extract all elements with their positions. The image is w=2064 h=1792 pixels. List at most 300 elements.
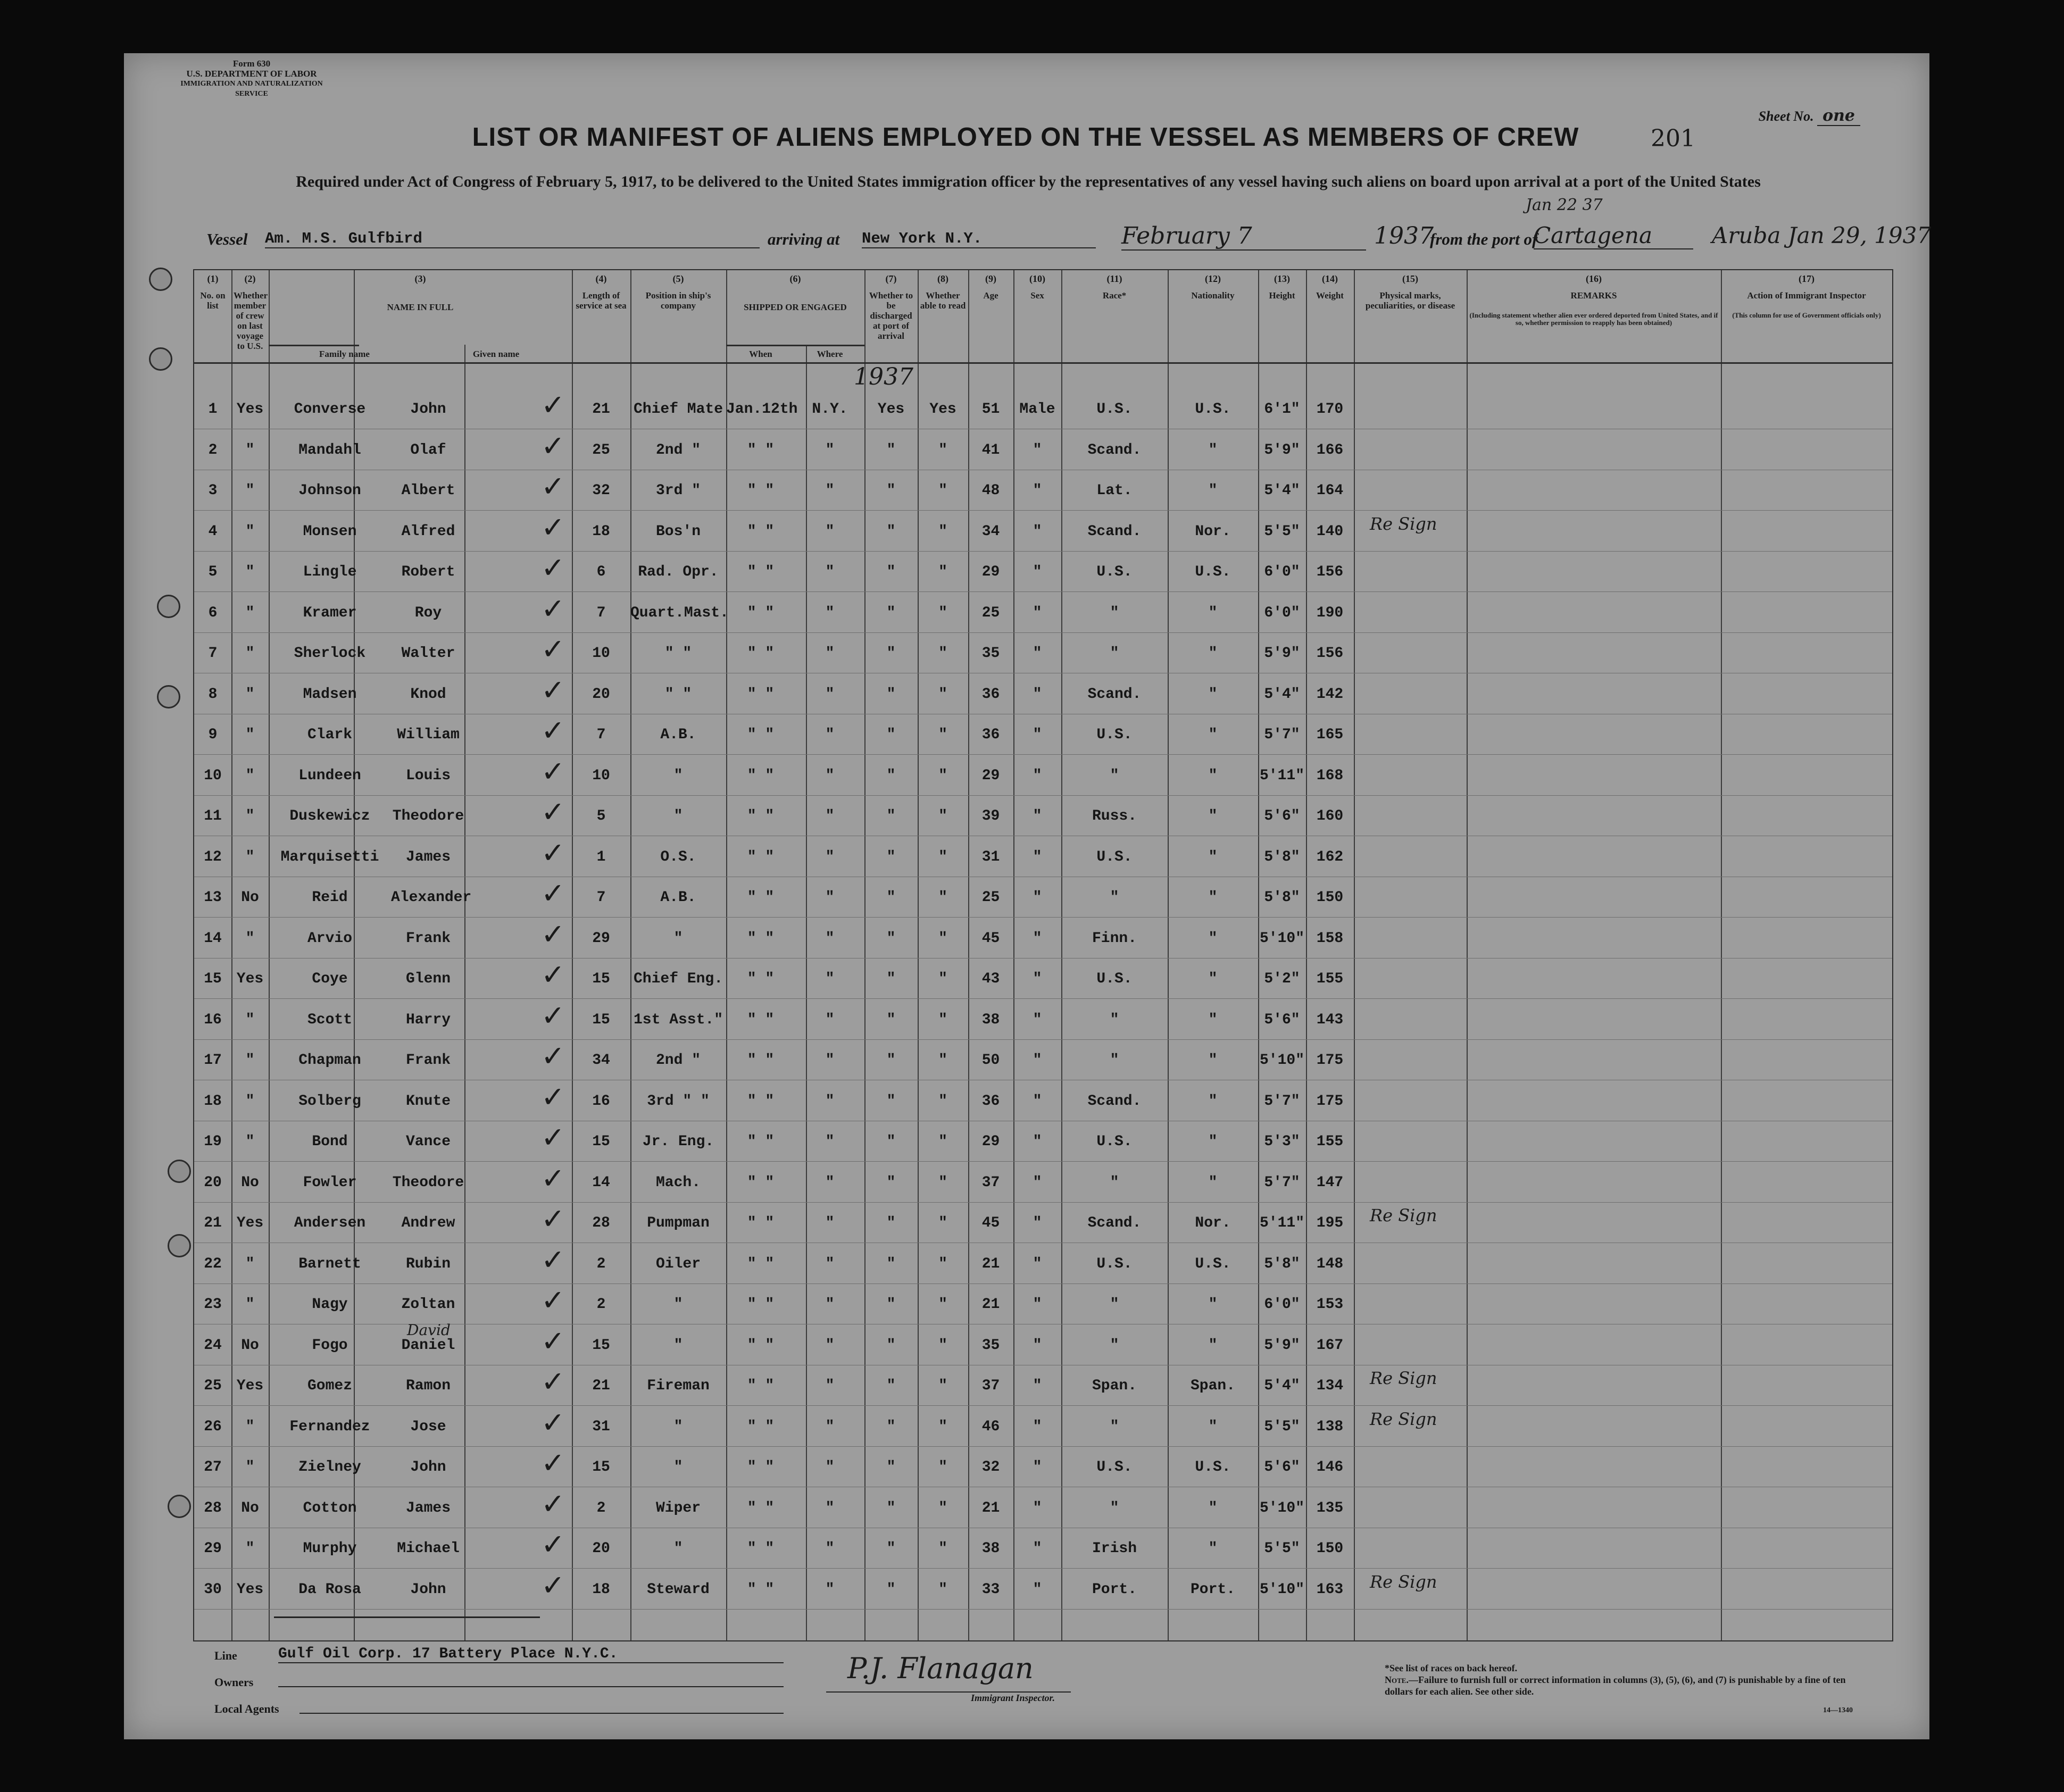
discharge: " xyxy=(886,848,896,865)
column-number: (9) xyxy=(985,273,996,284)
column-header: Position in ship's company xyxy=(645,290,711,311)
check-mark-icon: ✓ xyxy=(541,551,565,585)
shipped-where: " xyxy=(825,1459,835,1476)
check-mark-icon: ✓ xyxy=(541,1528,565,1561)
column-header: Age xyxy=(983,290,998,301)
discharge: " xyxy=(886,1459,896,1476)
race: " xyxy=(1110,645,1119,662)
nationality: Port. xyxy=(1190,1581,1235,1598)
height: 5'5" xyxy=(1264,523,1300,540)
given-name: Jose xyxy=(410,1418,446,1435)
column-number: (4) xyxy=(595,273,607,284)
column-subheader: Family name xyxy=(319,349,370,359)
nationality: Span. xyxy=(1190,1378,1235,1394)
physical-marks-remark: Re Sign xyxy=(1370,1205,1437,1226)
shipped-where: " xyxy=(825,1337,835,1354)
shipped-when: " " xyxy=(747,523,775,540)
previous-voyage: " xyxy=(245,1296,255,1313)
inspector-signature-block xyxy=(826,1652,1071,1704)
page-subtitle: Required under Act of Congress of February 5, 1917, to be delivered to the United States immigration officer by the representatives of any vessel having such aliens on board upon arrival at a port of the United States xyxy=(296,173,1761,190)
position: Fireman xyxy=(647,1378,710,1394)
given-name: William xyxy=(397,727,460,743)
shipped-when: " " xyxy=(747,1215,775,1231)
age: 21 xyxy=(981,1255,1000,1272)
family-name: Solberg xyxy=(298,1093,361,1110)
column-header: Whether member of crew on last voyage to U.S. xyxy=(234,290,268,351)
weight: 166 xyxy=(1316,441,1344,459)
column-number: (3) xyxy=(414,273,426,284)
previous-voyage: " xyxy=(245,604,255,621)
previous-voyage: " xyxy=(245,564,255,580)
service-years: 1 xyxy=(596,848,606,865)
discharge: " xyxy=(886,1540,896,1557)
age: 48 xyxy=(981,482,1000,499)
physical-marks-remark: Re Sign xyxy=(1370,1368,1437,1388)
service-years: 2 xyxy=(596,1499,606,1516)
discharge: " xyxy=(886,1174,896,1191)
sex: " xyxy=(1033,930,1042,947)
discharge: " xyxy=(886,808,896,824)
age: 29 xyxy=(981,564,1000,580)
age: 31 xyxy=(981,848,1000,865)
height: 5'2" xyxy=(1264,971,1300,987)
check-mark-icon: ✓ xyxy=(541,754,565,788)
row-number: 22 xyxy=(204,1255,222,1272)
shipped-when: " " xyxy=(747,1255,775,1272)
height: 5'9" xyxy=(1264,1337,1300,1354)
race: " xyxy=(1110,604,1119,621)
manifest-document xyxy=(124,53,1932,1739)
sex: " xyxy=(1033,1296,1042,1313)
position: Quart.Mast. xyxy=(630,604,729,621)
height: 5'7" xyxy=(1264,727,1300,743)
sex: " xyxy=(1033,1499,1042,1516)
row-number: 26 xyxy=(204,1418,222,1435)
given-name: Andrew xyxy=(401,1215,455,1231)
crew-row xyxy=(194,1405,1892,1456)
family-name: Reid xyxy=(312,889,348,906)
discharge: " xyxy=(886,686,896,703)
nationality: " xyxy=(1208,1499,1218,1516)
row-number: 8 xyxy=(208,686,218,703)
shipped-when: " " xyxy=(747,1174,775,1191)
owners-label: Owners xyxy=(214,1676,254,1689)
family-name: Gomez xyxy=(307,1378,352,1394)
crew-row xyxy=(194,1161,1892,1212)
age: 33 xyxy=(981,1581,1000,1598)
discharge: " xyxy=(886,1499,896,1516)
position: 1st Asst." xyxy=(633,1011,723,1028)
discharge: " xyxy=(886,889,896,906)
position: 3rd " xyxy=(655,482,701,499)
shipped-where: " xyxy=(825,523,835,540)
weight: 150 xyxy=(1316,1540,1344,1557)
shipped-when: " " xyxy=(747,645,775,662)
shipped-when: " " xyxy=(747,1011,775,1028)
row-number: 20 xyxy=(204,1174,222,1191)
height: 5'10" xyxy=(1259,930,1304,947)
nationality: " xyxy=(1208,1174,1218,1191)
age: 36 xyxy=(981,1093,1000,1110)
crew-row xyxy=(194,836,1892,886)
shipped-when: " " xyxy=(747,604,775,621)
position: Chief Mate xyxy=(633,401,723,418)
age: 37 xyxy=(981,1378,1000,1394)
service-years: 34 xyxy=(592,1052,610,1069)
penalty-note-label: Note. xyxy=(1385,1674,1409,1685)
shipped-when: " " xyxy=(747,1499,775,1516)
given-name: Harry xyxy=(405,1011,451,1028)
given-name: Glenn xyxy=(405,971,451,987)
crew-row xyxy=(194,877,1892,927)
column-number: (16) xyxy=(1586,273,1602,284)
able-to-read: " xyxy=(938,1011,947,1028)
crew-row xyxy=(194,673,1892,723)
check-mark-icon: ✓ xyxy=(541,591,565,626)
shipped-when: " " xyxy=(747,1418,775,1435)
discharge: " xyxy=(886,604,896,621)
discharge: " xyxy=(886,930,896,947)
given-name: Walter xyxy=(401,645,455,662)
discharge: " xyxy=(886,1255,896,1272)
service-years: 25 xyxy=(592,441,610,459)
punch-hole xyxy=(149,347,172,371)
row-number: 11 xyxy=(204,808,222,824)
column-number: (6) xyxy=(789,273,801,284)
page-stamp-number: 201 xyxy=(1651,125,1695,152)
family-name: Arvio xyxy=(307,930,352,947)
shipped-where: " xyxy=(825,808,835,824)
service-years: 14 xyxy=(592,1174,610,1191)
given-name: Theodore xyxy=(392,808,464,824)
race: " xyxy=(1110,1011,1119,1028)
column-number: (1) xyxy=(207,273,219,284)
sex: " xyxy=(1033,1174,1042,1191)
nationality: " xyxy=(1208,1540,1218,1557)
shipped-where: " xyxy=(825,1255,835,1272)
shipped-when: " " xyxy=(747,441,775,459)
able-to-read: " xyxy=(938,482,947,499)
shipped-where: " xyxy=(825,1133,835,1150)
given-name: John xyxy=(410,1581,446,1598)
shipped-when: " " xyxy=(747,848,775,865)
weight: 146 xyxy=(1316,1459,1344,1476)
sheet-number-field xyxy=(1759,106,1860,125)
column-subheader: When xyxy=(749,349,772,359)
weight: 134 xyxy=(1316,1378,1344,1394)
age: 21 xyxy=(981,1499,1000,1516)
crew-table xyxy=(193,269,1893,1641)
previous-voyage: " xyxy=(245,645,255,662)
given-name: Rubin xyxy=(405,1255,451,1272)
age: 41 xyxy=(981,441,1000,459)
crew-row xyxy=(194,1487,1892,1537)
age: 35 xyxy=(981,645,1000,662)
position: A.B. xyxy=(660,727,696,743)
crew-row xyxy=(194,1365,1892,1415)
height: 5'4" xyxy=(1264,482,1300,499)
weight: 156 xyxy=(1316,645,1344,662)
given-name: Michael xyxy=(397,1540,460,1557)
weight: 170 xyxy=(1316,401,1344,418)
family-name: Madsen xyxy=(303,686,357,703)
height: 5'5" xyxy=(1264,1418,1300,1435)
able-to-read: " xyxy=(938,1540,947,1557)
vessel-label: Vessel xyxy=(206,230,248,248)
service-years: 18 xyxy=(592,1581,610,1598)
given-name: Knute xyxy=(405,1093,451,1110)
height: 5'8" xyxy=(1264,1255,1300,1272)
service-years: 7 xyxy=(596,889,606,906)
given-name: Louis xyxy=(405,767,451,784)
column-number: (10) xyxy=(1029,273,1045,284)
column-number: (15) xyxy=(1402,273,1418,284)
punch-hole xyxy=(168,1495,191,1518)
service-years: 20 xyxy=(592,1540,610,1557)
age: 35 xyxy=(981,1337,1000,1354)
shipped-when: " " xyxy=(747,1052,775,1069)
race: U.S. xyxy=(1096,1255,1133,1272)
height: 5'8" xyxy=(1264,848,1300,865)
row-number: 12 xyxy=(204,848,222,865)
family-name: Johnson xyxy=(298,482,361,499)
check-mark-icon: ✓ xyxy=(541,1568,565,1602)
sex: " xyxy=(1033,1093,1042,1110)
age: 32 xyxy=(981,1459,1000,1476)
nationality: " xyxy=(1208,971,1218,987)
footer-left xyxy=(214,1646,1385,1729)
row-number: 5 xyxy=(208,564,218,580)
position: A.B. xyxy=(660,889,696,906)
previous-voyage: " xyxy=(245,482,255,499)
form-number: Form 630 xyxy=(232,59,271,69)
age: 39 xyxy=(981,808,1000,824)
given-name: Frank xyxy=(405,1052,451,1069)
height: 5'3" xyxy=(1264,1133,1300,1150)
sex: " xyxy=(1033,645,1042,662)
shipped-when: " " xyxy=(747,1581,775,1598)
weight: 165 xyxy=(1316,727,1344,743)
discharge: " xyxy=(886,482,896,499)
physical-marks-remark: Re Sign xyxy=(1370,513,1437,534)
previous-voyage: " xyxy=(245,1540,255,1557)
family-name: Fogo xyxy=(312,1337,348,1354)
weight: 140 xyxy=(1316,523,1344,540)
able-to-read: " xyxy=(938,808,947,824)
check-mark-icon: ✓ xyxy=(541,1405,565,1439)
height: 5'9" xyxy=(1264,441,1300,459)
height: 5'11" xyxy=(1259,1215,1304,1231)
punch-hole xyxy=(157,595,180,618)
weight: 147 xyxy=(1316,1174,1344,1191)
position: " " xyxy=(664,686,692,703)
race: Port. xyxy=(1092,1581,1137,1598)
check-mark-icon: ✓ xyxy=(541,1324,565,1358)
able-to-read: " xyxy=(938,645,947,662)
service-years: 6 xyxy=(596,564,606,580)
shipped-when: " " xyxy=(747,1378,775,1394)
able-to-read: " xyxy=(938,1052,947,1069)
column-number: (5) xyxy=(672,273,684,284)
age: 21 xyxy=(981,1296,1000,1313)
shipped-where: " xyxy=(825,482,835,499)
given-name: Roy xyxy=(414,604,442,621)
service-years: 21 xyxy=(592,1378,610,1394)
position: Bos'n xyxy=(655,523,701,540)
column-header-note: (This column for use of Government officials only) xyxy=(1732,311,1881,319)
check-mark-icon: ✓ xyxy=(541,1487,565,1521)
inspector-label: Immigrant Inspector. xyxy=(970,1693,1055,1703)
discharge: " xyxy=(886,1418,896,1435)
shipped-where: " xyxy=(825,1540,835,1557)
sex: " xyxy=(1033,1052,1042,1069)
previous-voyage: No xyxy=(241,1174,259,1191)
row-number: 29 xyxy=(204,1540,222,1557)
shipped-where: " xyxy=(825,645,835,662)
weight: 195 xyxy=(1316,1215,1344,1231)
shipped-where: " xyxy=(825,1296,835,1313)
position: Chief Eng. xyxy=(633,971,723,987)
able-to-read: " xyxy=(938,1581,947,1598)
given-name: Daniel xyxy=(401,1337,455,1354)
penalty-note: —Failure to furnish full or correct information in columns (3), (5), (6), and (7) is punishable by a fine of ten dollars for each alien. See other side. xyxy=(1385,1674,1846,1697)
able-to-read: " xyxy=(938,930,947,947)
position: 3rd " " xyxy=(647,1093,710,1110)
column-header: Whether to be discharged at port of arrival xyxy=(869,290,913,341)
crew-row xyxy=(194,1568,1892,1619)
check-mark-icon: ✓ xyxy=(541,1243,565,1277)
row-number: 13 xyxy=(204,889,222,906)
sex: " xyxy=(1033,523,1042,540)
nationality: " xyxy=(1208,1418,1218,1435)
shipped-when: " " xyxy=(747,767,775,784)
sex: " xyxy=(1033,1011,1042,1028)
race: " xyxy=(1110,767,1119,784)
family-name: Fernandez xyxy=(289,1418,370,1435)
position: " xyxy=(673,1540,683,1557)
discharge: " xyxy=(886,1052,896,1069)
able-to-read: " xyxy=(938,1093,947,1110)
form-header-block xyxy=(172,59,331,99)
physical-marks-remark: Re Sign xyxy=(1370,1571,1437,1592)
nationality: " xyxy=(1208,645,1218,662)
race: " xyxy=(1110,1499,1119,1516)
column-header-note: (Including statement whether alien ever ordered deported from United States, and if so, whether permission to reapply has been obtained) xyxy=(1469,311,1718,327)
height: 6'0" xyxy=(1264,604,1300,621)
service-years: 15 xyxy=(592,1459,610,1476)
weight: 162 xyxy=(1316,848,1344,865)
given-name: Vance xyxy=(405,1133,451,1150)
row-number: 28 xyxy=(204,1499,222,1516)
nationality: " xyxy=(1208,1052,1218,1069)
discharge: " xyxy=(886,645,896,662)
previous-voyage: No xyxy=(241,889,259,906)
age: 29 xyxy=(981,1133,1000,1150)
shipped-where: " xyxy=(825,441,835,459)
position: " xyxy=(673,1296,683,1313)
check-mark-icon: ✓ xyxy=(541,1446,565,1480)
weight: 158 xyxy=(1316,930,1344,947)
position: Wiper xyxy=(655,1499,701,1516)
position: 2nd " xyxy=(655,1052,701,1069)
shipped-where: " xyxy=(825,971,835,987)
sheet-value: one xyxy=(1817,106,1860,126)
family-name: Clark xyxy=(307,727,352,743)
shipped-when: " " xyxy=(747,564,775,580)
family-name: Nagy xyxy=(312,1296,348,1313)
crew-row xyxy=(194,1202,1892,1252)
nationality: U.S. xyxy=(1195,1459,1231,1476)
weight: 150 xyxy=(1316,889,1344,906)
column-header: Length of service at sea xyxy=(576,290,627,311)
height: 6'0" xyxy=(1264,1296,1300,1313)
sex: " xyxy=(1033,971,1042,987)
row-number: 16 xyxy=(204,1011,222,1028)
sex: " xyxy=(1033,686,1042,703)
able-to-read: " xyxy=(938,523,947,540)
family-name: Andersen xyxy=(294,1215,366,1231)
race: " xyxy=(1110,1052,1119,1069)
position: " xyxy=(673,767,683,784)
row-number: 3 xyxy=(208,482,218,499)
check-mark-icon: ✓ xyxy=(541,877,565,910)
check-mark-icon: ✓ xyxy=(541,673,565,707)
nationality: " xyxy=(1208,930,1218,947)
department-name: U.S. DEPARTMENT OF LABOR xyxy=(186,69,317,79)
race: Irish xyxy=(1092,1540,1137,1557)
crew-row xyxy=(194,632,1892,682)
row-number: 17 xyxy=(204,1052,222,1069)
discharge: " xyxy=(886,1378,896,1394)
previous-voyage: " xyxy=(245,1133,255,1150)
shipped-when: " " xyxy=(747,930,775,947)
discharge: " xyxy=(886,1215,896,1231)
sex: " xyxy=(1033,889,1042,906)
age: 45 xyxy=(981,1215,1000,1231)
shipped-when: " " xyxy=(747,1540,775,1557)
nationality: " xyxy=(1208,808,1218,824)
nationality: " xyxy=(1208,848,1218,865)
age: 25 xyxy=(981,889,1000,906)
sex: " xyxy=(1033,564,1042,580)
able-to-read: " xyxy=(938,441,947,459)
family-name: Fowler xyxy=(303,1174,357,1191)
form-code: 14—1340 xyxy=(1823,1706,1853,1714)
given-name-correction: David xyxy=(407,1321,451,1339)
race: U.S. xyxy=(1096,1459,1133,1476)
height: 5'10" xyxy=(1259,1052,1304,1069)
given-name: Knod xyxy=(410,686,446,703)
shipped-when: " " xyxy=(747,482,775,499)
previous-voyage: " xyxy=(245,727,255,743)
crew-row xyxy=(194,1039,1892,1089)
shipped-when: " " xyxy=(747,1337,775,1354)
discharge: " xyxy=(886,564,896,580)
crew-row xyxy=(194,1321,1892,1374)
from-port: Cartagena xyxy=(1534,222,1693,249)
service-years: 28 xyxy=(592,1215,610,1231)
sex: Male xyxy=(1019,401,1055,418)
shipped-where: " xyxy=(825,604,835,621)
shipped-where: " xyxy=(825,1499,835,1516)
punch-hole xyxy=(168,1160,191,1183)
previous-voyage: " xyxy=(245,1093,255,1110)
shipped-when: " " xyxy=(747,1133,775,1150)
position: " xyxy=(673,930,683,947)
race: " xyxy=(1110,1174,1119,1191)
row-number: 7 xyxy=(208,645,218,662)
family-name: Barnett xyxy=(298,1255,361,1272)
